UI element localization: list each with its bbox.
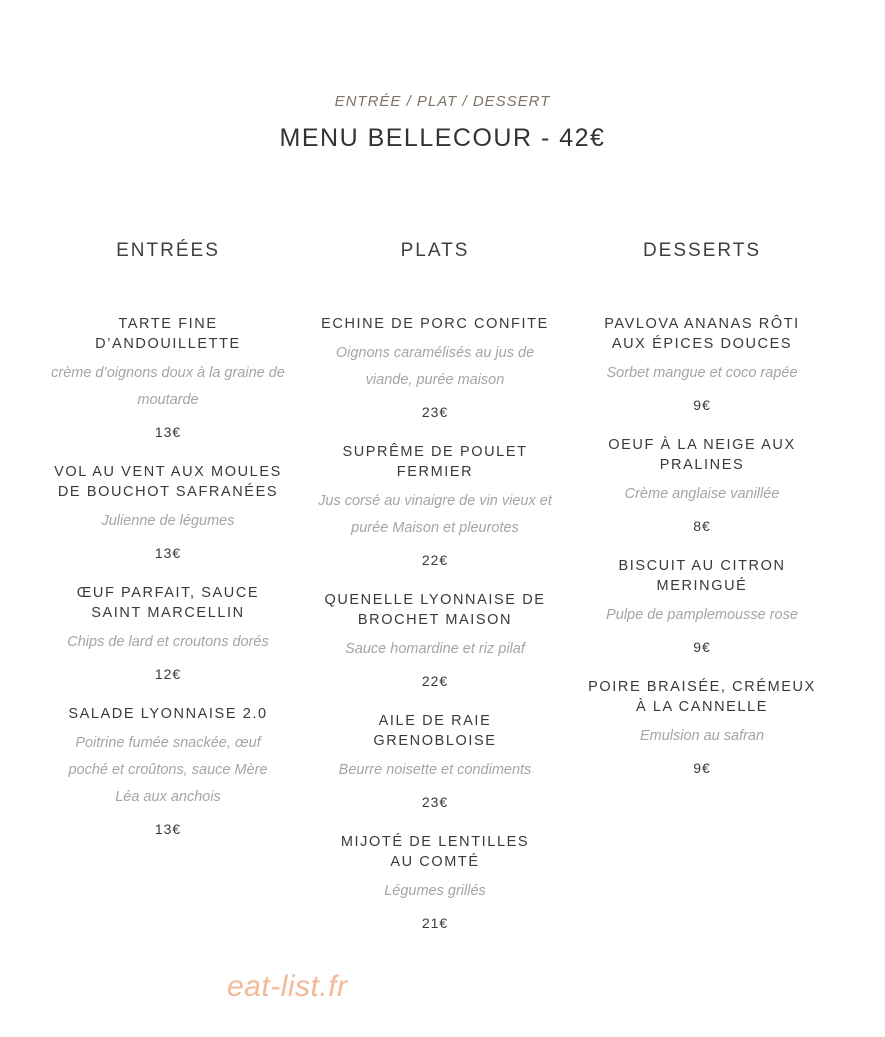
column-heading-entrees: ENTRÉES [116,240,220,261]
item-price: 12€ [154,666,182,682]
item-price: 9€ [693,639,711,655]
item-description: Julienne de légumes [101,513,235,529]
menu-item [302,590,568,691]
item-name: BISCUIT AU CITRON MERINGUÉ [618,558,786,594]
menu-item [569,314,835,415]
item-price: 13€ [154,424,182,440]
item-description: Pulpe de pamplemousse rose [606,607,798,623]
column-heading-plats: PLATS [400,240,470,261]
item-description: Sorbet mangue et coco rapée [606,365,798,381]
item-price: 23€ [421,794,449,810]
item-name: SUPRÊME DE POULET FERMIER [342,444,528,480]
menu-item [569,435,835,536]
item-price: 8€ [693,518,711,534]
menu-item [35,704,301,839]
menu-item [302,711,568,812]
column-desserts [569,236,835,953]
item-price: 13€ [154,545,182,561]
menu-item [35,462,301,563]
menu-item [302,442,568,570]
item-description: Beurre noisette et condiments [338,762,532,778]
menu-item [35,314,301,442]
item-description: crème d’oignons doux à la graine de moutarde [51,365,285,408]
item-description: Emulsion au safran [639,728,765,744]
menu-subtitle: ENTRÉE / PLAT / DESSERT [334,93,551,110]
menu-header [0,92,885,154]
column-plats [302,236,568,953]
item-name: QUENELLE LYONNAISE DE BROCHET MAISON [324,592,546,628]
item-description: Poitrine fumée snackée, œuf poché et croûtons, sauce Mère Léa aux anchois [68,735,268,805]
item-price: 13€ [154,821,182,837]
item-price: 9€ [693,397,711,413]
item-name: ECHINE DE PORC CONFITE [321,316,549,332]
item-price: 23€ [421,404,449,420]
item-name: MIJOTÉ DE LENTILLES AU COMTÉ [340,834,530,870]
menu-item [569,677,835,778]
item-description: Chips de lard et croutons dorés [67,634,269,650]
item-name: SALADE LYONNAISE 2.0 [68,706,268,722]
item-name: TARTE FINE D’ANDOUILLETTE [95,316,241,352]
item-price: 9€ [693,760,711,776]
item-description: Sauce homardine et riz pilaf [345,641,525,657]
item-name: ŒUF PARFAIT, SAUCE SAINT MARCELLIN [76,585,260,621]
menu-item [569,556,835,657]
item-name: OEUF À LA NEIGE AUX PRALINES [608,437,796,473]
item-description: Légumes grillés [384,883,486,899]
watermark-logo: eat-list.fr [227,970,348,1003]
item-price: 22€ [421,552,449,568]
menu-item [35,583,301,684]
item-name: VOL AU VENT AUX MOULES DE BOUCHOT SAFRANÉES [54,464,282,500]
item-price: 21€ [421,915,449,931]
item-name: POIRE BRAISÉE, CRÉMEUX À LA CANNELLE [588,679,816,715]
item-description: Oignons caramélisés au jus de viande, purée maison [335,345,535,388]
menu-item [302,314,568,422]
column-entrees [35,236,301,953]
menu-item [302,832,568,933]
menu-title: MENU BELLECOUR - 42€ [279,124,606,152]
item-name: AILE DE RAIE GRENOBLOISE [373,713,497,749]
menu-columns [35,236,835,953]
item-description: Jus corsé au vinaigre de vin vieux et purée Maison et pleurotes [318,493,552,536]
item-description: Crème anglaise vanillée [624,486,780,502]
item-name: PAVLOVA ANANAS RÔTI AUX ÉPICES DOUCES [604,316,800,352]
column-heading-desserts: DESSERTS [642,240,762,261]
item-price: 22€ [421,673,449,689]
